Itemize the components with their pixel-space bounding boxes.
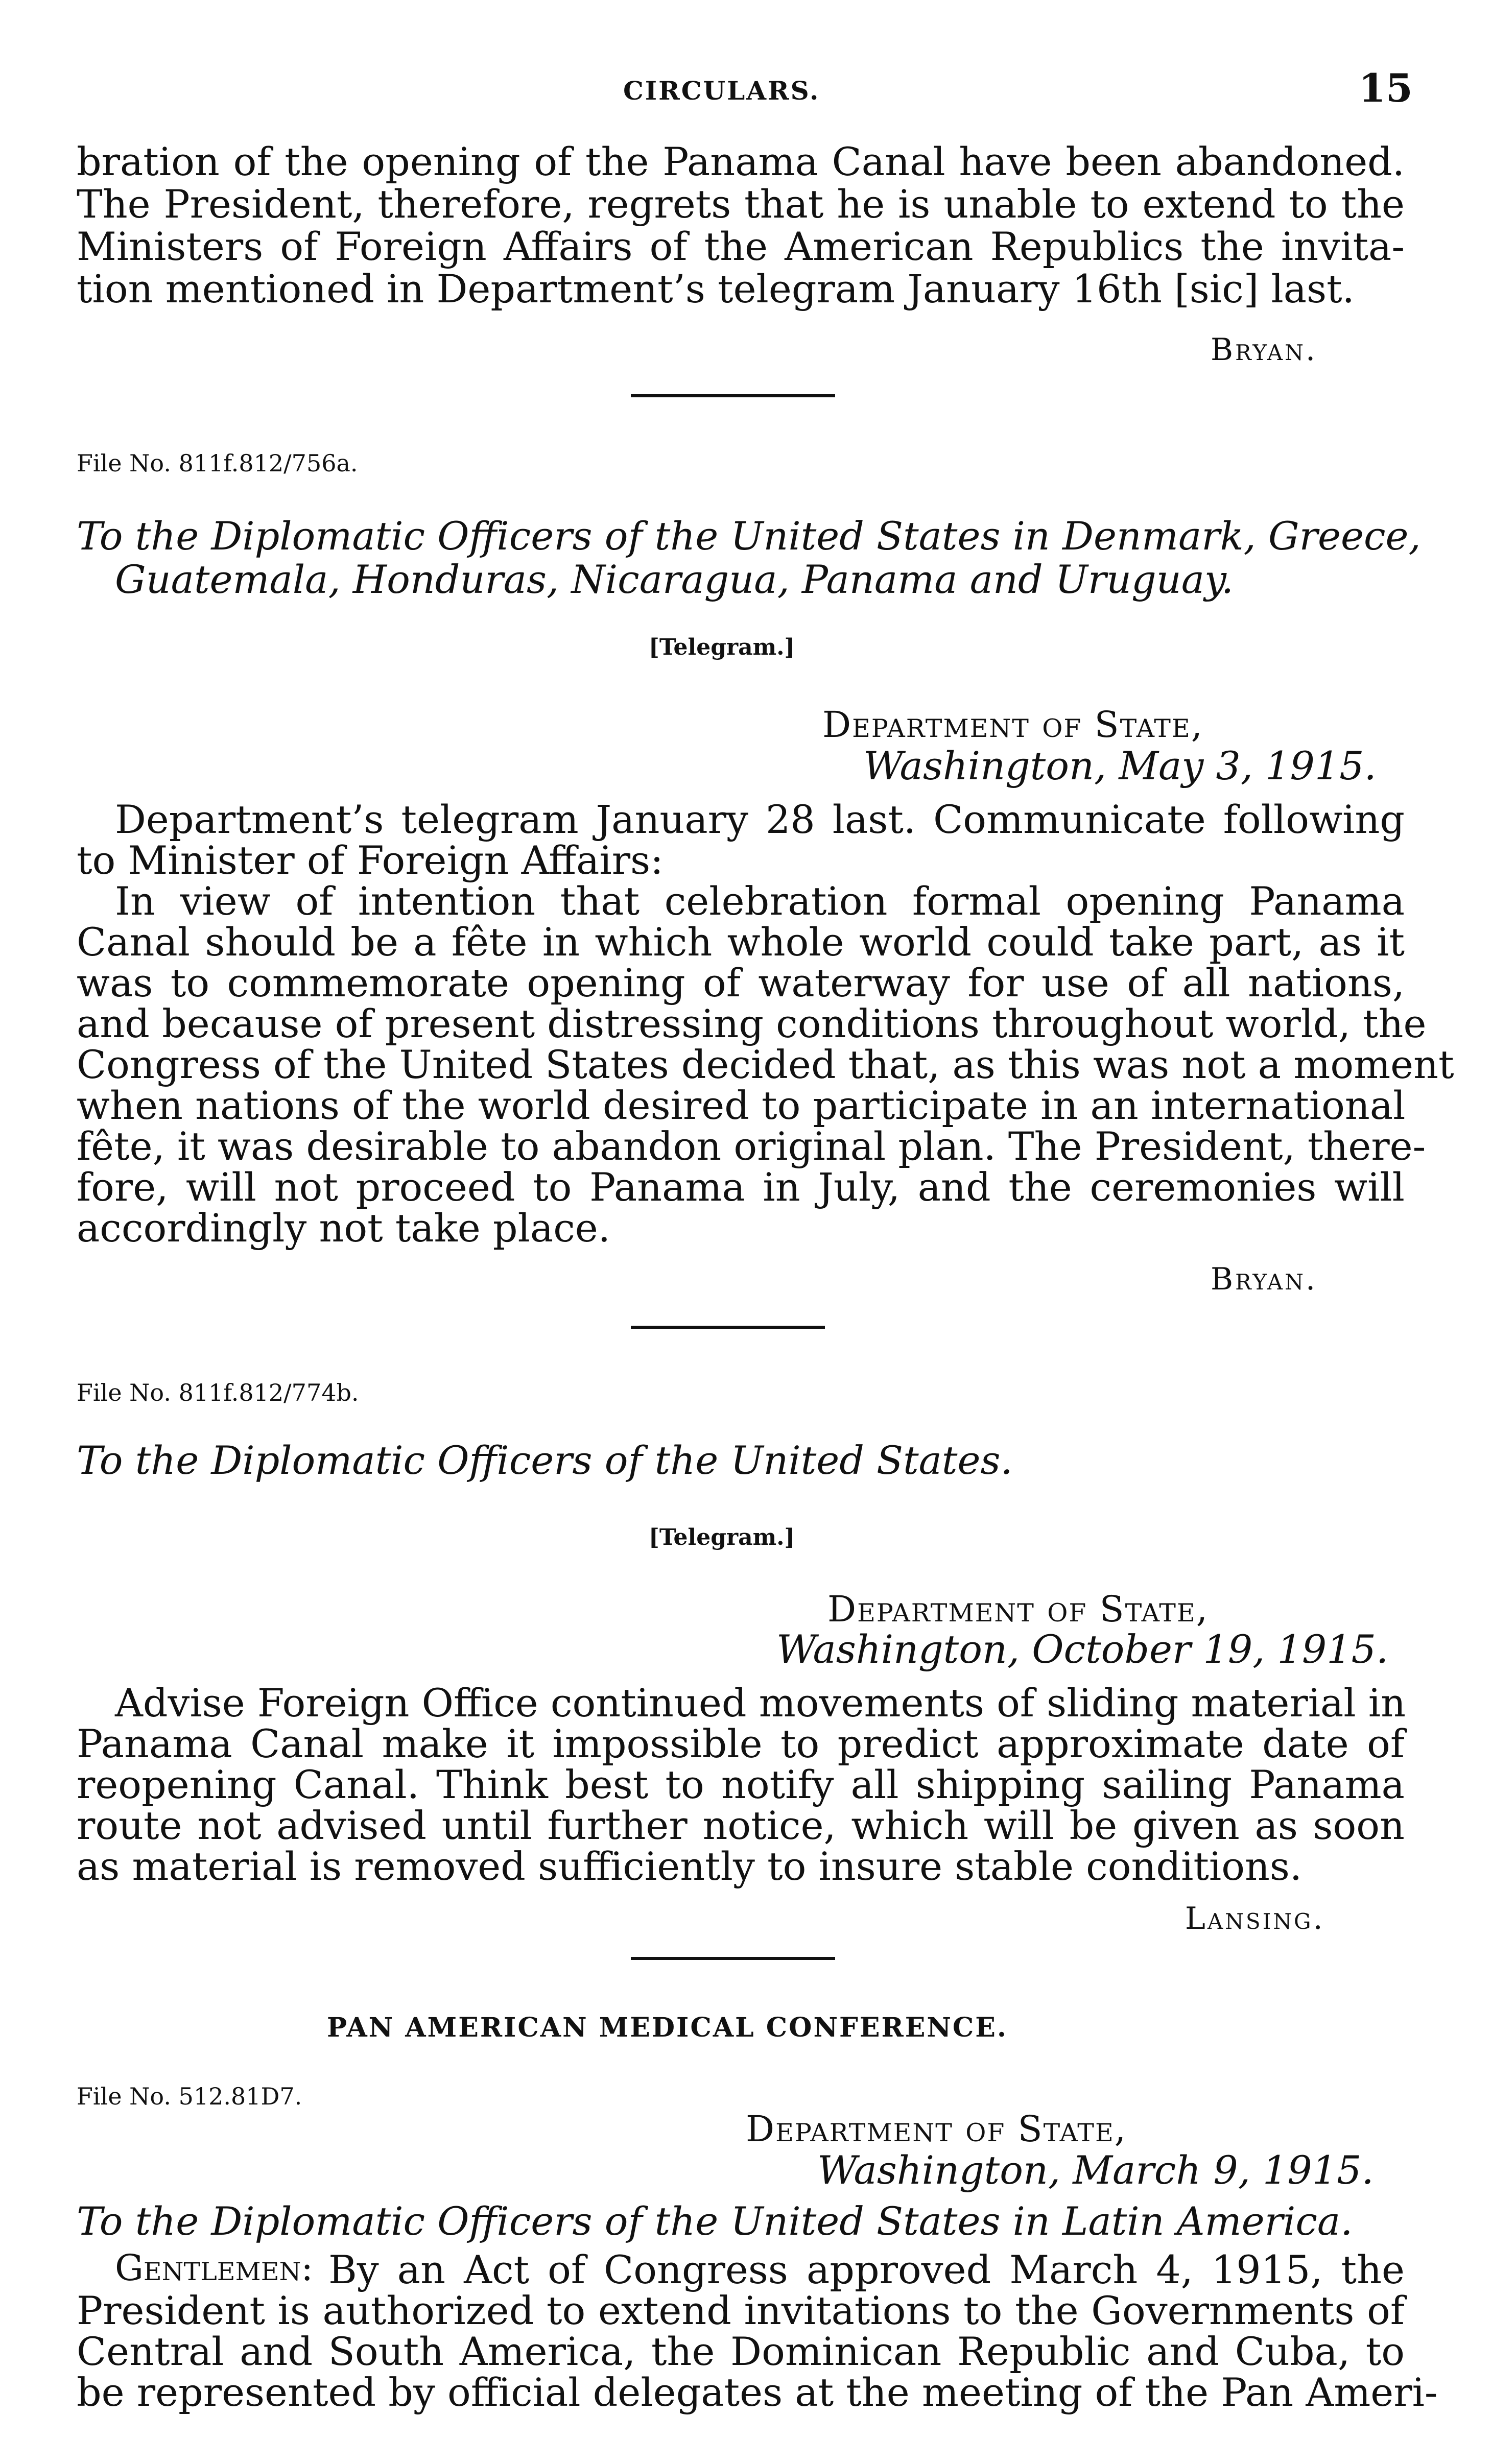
dept-header: Department of State, (827, 1588, 1209, 1630)
text-line: Congress of the United States decided that, as this was not a moment (77, 1042, 1454, 1087)
text-line: In view of intention that celebration formal opening Panama (115, 878, 1405, 924)
telegram-label: [Telegram.] (649, 634, 795, 660)
text-line: route not advised until further notice, which will be given as soon (77, 1803, 1405, 1848)
signature: Bryan. (1211, 332, 1318, 368)
divider (631, 1957, 835, 1960)
text-line: Department’s telegram January 28 last. Communicate following (115, 797, 1405, 842)
text-line: President is authorized to extend invitations to the Governments of (77, 2288, 1405, 2333)
running-header: CIRCULARS. (623, 76, 820, 106)
dateline: Washington, October 19, 1915. (776, 1626, 1389, 1672)
page-number: 15 (1359, 65, 1413, 111)
salutation-line (115, 2247, 1405, 2292)
dept-header: Department of State, (746, 2108, 1127, 2150)
text-line: be represented by official delegates at the meeting of the Pan Ameri- (77, 2370, 1438, 2415)
text-line: fore, will not proceed to Panama in July, and the ceremonies will (77, 1164, 1405, 1210)
text-line: accordingly not take place. (77, 1205, 610, 1251)
file-number: File No. 512.81D7. (77, 2083, 302, 2110)
text-line: to Minister of Foreign Affairs: (77, 838, 664, 883)
text-line: when nations of the world desired to participate in an international (77, 1083, 1406, 1128)
salutation: Gentlemen: (115, 2247, 313, 2289)
dateline: Washington, March 9, 1915. (817, 2147, 1374, 2193)
text-line: and because of present distressing conditions throughout world, the (77, 1001, 1427, 1046)
text-line: bration of the opening of the Panama Canal have been abandoned. (77, 139, 1405, 184)
addressee: To the Diplomatic Officers of the United States in Denmark, Greece, (77, 513, 1421, 559)
signature: Lansing. (1185, 1901, 1325, 1936)
text-line: Canal should be a fête in which whole world could take part, as it (77, 919, 1405, 965)
divider (631, 1326, 825, 1329)
divider (631, 394, 835, 397)
telegram-label: [Telegram.] (649, 1524, 795, 1550)
text-line: was to commemorate opening of waterway for use of all nations, (77, 960, 1405, 1006)
addressee: To the Diplomatic Officers of the United States in Latin America. (77, 2198, 1353, 2244)
section-heading: PAN AMERICAN MEDICAL CONFERENCE. (327, 2012, 1008, 2043)
dept-header: Department of State, (822, 704, 1204, 746)
file-number: File No. 811f.812/756a. (77, 449, 358, 477)
text-line: fête, it was desirable to abandon original plan. The President, there- (77, 1123, 1426, 1169)
text-line: Central and South America, the Dominican Republic and Cuba, to (77, 2329, 1405, 2374)
text-line: as material is removed sufficiently to insure stable conditions. (77, 1844, 1302, 1889)
dateline: Washington, May 3, 1915. (863, 743, 1377, 788)
signature: Bryan. (1211, 1261, 1318, 1297)
text-line: Ministers of Foreign Affairs of the American Republics the invita- (77, 224, 1405, 269)
file-number: File No. 811f.812/774b. (77, 1379, 359, 1406)
text-line: Panama Canal make it impossible to predict approximate date of (77, 1721, 1405, 1766)
text-line: By an Act of Congress approved March 4, 1915, the (328, 2247, 1405, 2292)
addressee: Guatemala, Honduras, Nicaragua, Panama and Uruguay. (115, 557, 1234, 602)
text-line: The President, therefore, regrets that he is unable to extend to the (77, 181, 1405, 227)
addressee: To the Diplomatic Officers of the United States. (77, 1438, 1013, 1483)
text-line: tion mentioned in Department’s telegram January 16th [sic] last. (77, 266, 1355, 312)
text-line: Advise Foreign Office continued movements of sliding material in (115, 1680, 1406, 1726)
text-line: reopening Canal. Think best to notify all shipping sailing Panama (77, 1762, 1405, 1807)
